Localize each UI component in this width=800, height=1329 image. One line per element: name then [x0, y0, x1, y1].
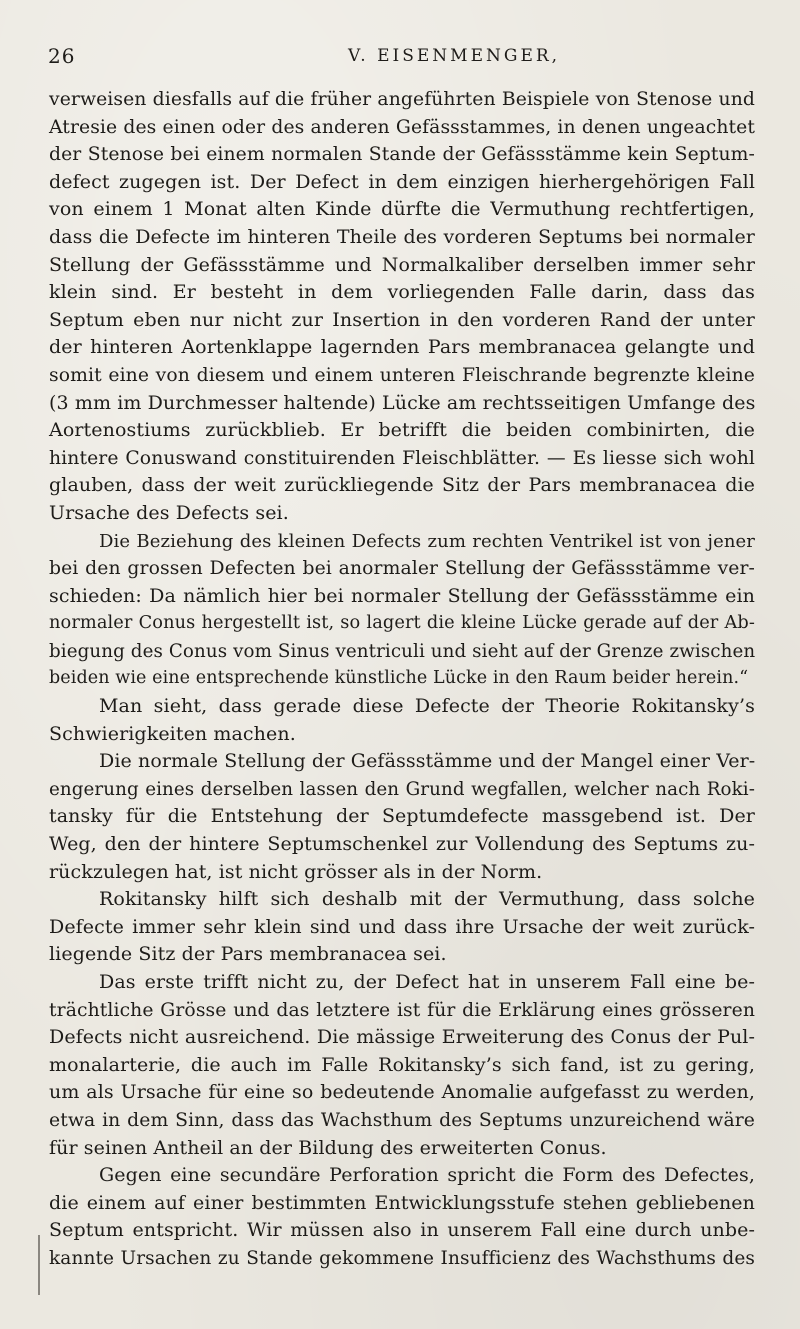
- text-line: tansky für die Entstehung der Septumdefecte massgebend ist. Der: [49, 805, 755, 828]
- page-header: [48, 44, 752, 72]
- text-line: für seinen Antheil an der Bildung des erweiterten Conus.: [49, 1136, 607, 1159]
- text-line: Die normale Stellung der Gefässstämme und der Mangel einer Ver-: [99, 750, 756, 773]
- text-line: Septum entspricht. Wir müssen also in unserem Fall eine durch unbe-: [49, 1219, 755, 1242]
- text-line: bei den grossen Defecten bei anormaler Stellung der Gefässstämme ver-: [49, 558, 755, 580]
- text-line: die einem auf einer bestimmten Entwicklungsstufe stehen gebliebenen: [49, 1191, 755, 1214]
- text-line: monalarterie, die auch im Falle Rokitansky’s sich fand, ist zu gering,: [49, 1053, 755, 1076]
- text-line: trächtliche Grösse und das letztere ist für die Erklärung eines grösseren: [49, 999, 755, 1021]
- text-line: glauben, dass der weit zurückliegende Sitz der Pars membranacea die: [49, 474, 755, 497]
- text-line: der Stenose bei einem normalen Stande der Gefässstämme kein Septum-: [49, 144, 755, 166]
- text-line: von einem 1 Monat alten Kinde dürfte die Vermuthung rechtfertigen,: [49, 198, 755, 221]
- text-line: dass die Defecte im hinteren Theile des vorderen Septums bei normaler: [49, 225, 755, 248]
- running-head: V. EISENMENGER,: [348, 46, 561, 66]
- text-line: um als Ursache für eine so bedeutende Anomalie aufgefasst zu werden,: [49, 1081, 755, 1104]
- text-line: Septum eben nur nicht zur Insertion in den vorderen Rand der unter: [49, 308, 755, 331]
- text-line: hintere Conuswand constituirenden Fleischblätter. — Es liesse sich wohl: [49, 447, 755, 469]
- text-line: Man sieht, dass gerade diese Defecte der Theorie Rokitansky’s: [99, 695, 755, 718]
- text-line: defect zugegen ist. Der Defect in dem einzigen hierhergehörigen Fall: [49, 170, 755, 193]
- text-line: Gegen eine secundäre Perforation spricht die Form des Defectes,: [99, 1164, 755, 1187]
- text-line: Schwierigkeiten machen.: [49, 722, 296, 745]
- text-line: Aortenostiums zurückblieb. Er betrifft die beiden combinirten, die: [49, 419, 755, 442]
- page-number: 26: [48, 44, 76, 68]
- text-line: beiden wie eine entsprechende künstliche Lücke in den Raum beider herein.“: [49, 668, 749, 689]
- text-line: Defecte immer sehr klein sind und dass ihre Ursache der weit zurück-: [49, 915, 755, 938]
- text-line: etwa in dem Sinn, dass das Wachsthum des Septums unzureichend wäre: [49, 1109, 755, 1131]
- text-line: somit eine von diesem und einem unteren Fleischrande begrenzte kleine: [49, 364, 755, 386]
- text-line: Atresie des einen oder des anderen Gefässstammes, in denen ungeachtet: [49, 116, 755, 138]
- text-line: rückzulegen hat, ist nicht grösser als in der Norm.: [49, 860, 543, 883]
- text-line: Weg, den der hintere Septumschenkel zur Vollendung des Septums zu-: [49, 833, 755, 856]
- text-line: Das erste trifft nicht zu, der Defect hat in unserem Fall eine be-: [99, 971, 755, 993]
- text-line: liegende Sitz der Pars membranacea sei.: [49, 943, 447, 966]
- body-text: [49, 86, 755, 1273]
- text-line: engerung eines derselben lassen den Grund wegfallen, welcher nach Roki-: [49, 778, 755, 800]
- text-line: schieden: Da nämlich hier bei normaler Stellung der Gefässstämme ein: [49, 584, 755, 607]
- text-line: verweisen diesfalls auf die früher angeführten Beispiele von Stenose und: [49, 89, 755, 110]
- text-line: klein sind. Er besteht in dem vorliegenden Falle darin, dass das: [49, 281, 755, 304]
- text-line: Ursache des Defects sei.: [49, 501, 289, 524]
- text-line: biegung des Conus vom Sinus ventriculi und sieht auf der Grenze zwischen: [49, 640, 756, 662]
- text-line: Defects nicht ausreichend. Die mässige Erweiterung des Conus der Pul-: [49, 1026, 755, 1049]
- text-line: Rokitansky hilft sich deshalb mit der Vermuthung, dass solche: [99, 888, 755, 911]
- text-line: normaler Conus hergestellt ist, so lagert die kleine Lücke gerade auf der Ab-: [49, 613, 755, 634]
- text-line: Die Beziehung des kleinen Defects zum rechten Ventrikel ist von jener: [99, 530, 755, 552]
- margin-mark: [38, 1235, 40, 1295]
- text-line: kannte Ursachen zu Stande gekommene Insufficienz des Wachsthums des: [49, 1247, 755, 1269]
- text-line: (3 mm im Durchmesser haltende) Lücke am rechtsseitigen Umfange des: [49, 391, 756, 414]
- text-line: der hinteren Aortenklappe lagernden Pars membranacea gelangte und: [49, 336, 755, 359]
- text-line: Stellung der Gefässstämme und Normalkaliber derselben immer sehr: [49, 253, 755, 276]
